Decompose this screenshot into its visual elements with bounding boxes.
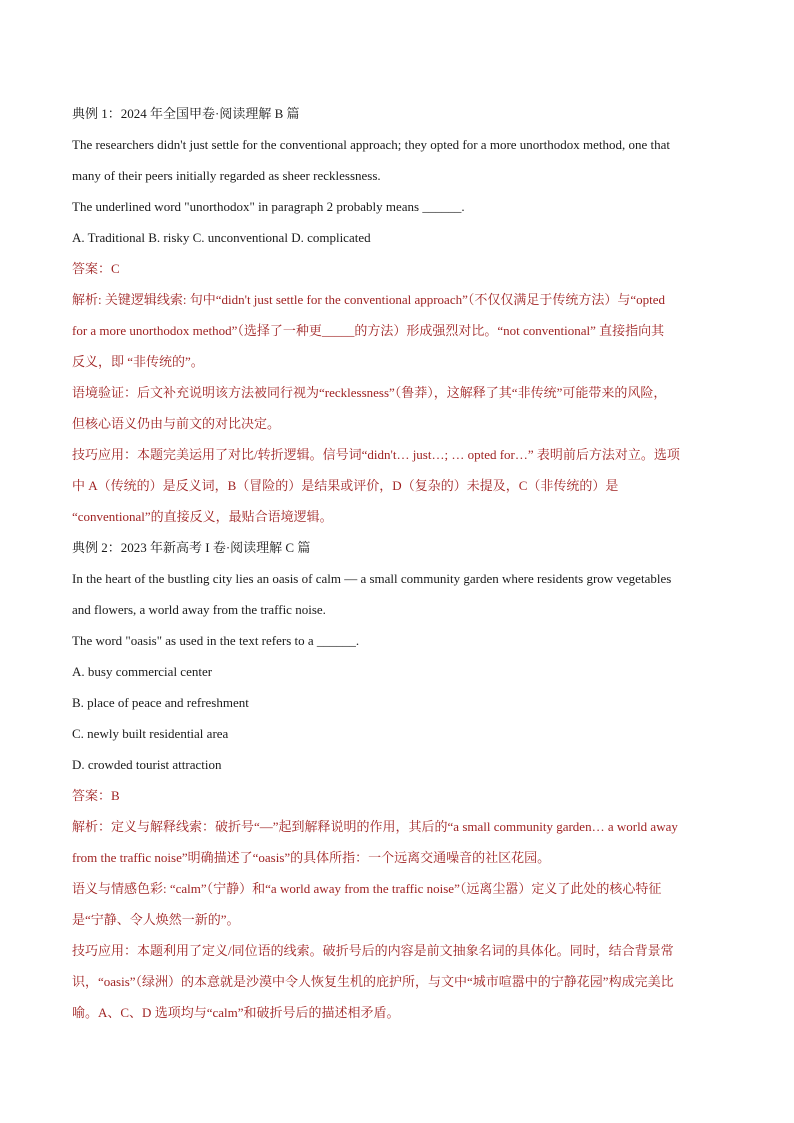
example-2-option-b: B. place of peace and refreshment [72,695,249,710]
example-1-analysis-line-1: 解析: 关键逻辑线索: 句中“didn't just settle for the conventional approach”（不仅仅满足于传统方法）与“opted [72,292,666,307]
document-content [72,98,724,1028]
example-2-emotion-line-1: 语义与情感色彩: “calm”（宁静）和“a world away from the traffic noise”（远离尘嚣）定义了此处的核心特征 [72,881,662,896]
example-1-answer: 答案：C [72,261,120,276]
example-2-answer: 答案：B [72,788,120,803]
example-1-context-line-2: 但核心语义仍由与前文的对比决定。 [72,416,281,431]
example-2-title: 典例 2：2023 年新高考 I 卷·阅读理解 C 篇 [72,540,311,555]
example-1-analysis-line-2: for a more unorthodox method”（选择了一种更_____的方法）形成强烈对比。“not conventional” 直接指向其 [72,323,665,338]
example-2-analysis-line-1: 解析：定义与解释线索：破折号“—”起到解释说明的作用，其后的“a small community garden… a world away [72,819,678,834]
example-2-passage-line-2: and flowers, a world away from the traffic noise. [72,602,326,617]
example-2-skill-line-1: 技巧应用：本题利用了定义/同位语的线索。破折号后的内容是前文抽象名词的具体化。同时，结合背景常 [72,943,674,958]
example-1-analysis-line-3: 反义，即 “非传统的”。 [72,354,204,369]
example-1-question: The underlined word "unorthodox" in paragraph 2 probably means ______. [72,199,465,214]
example-2-option-d: D. crowded tourist attraction [72,757,222,772]
example-1-skill-line-1: 技巧应用：本题完美运用了对比/转折逻辑。信号词“didn't… just…; … opted for…” 表明前后方法对立。选项 [72,447,680,462]
example-2-question: The word "oasis" as used in the text refers to a ______. [72,633,360,648]
example-2-option-a: A. busy commercial center [72,664,213,679]
example-1-skill-line-2: 中 A（传统的）是反义词，B（冒险的）是结果或评价，D（复杂的）未提及，C（非传统的）是 [72,478,619,493]
example-2-skill-line-2: 识，“oasis”（绿洲）的本意就是沙漠中令人恢复生机的庇护所，与文中“城市喧嚣中的宁静花园”构成完美比 [72,974,674,989]
example-1-context-line-1: 语境验证：后文补充说明该方法被同行视为“recklessness”（鲁莽），这解释了其“非传统”可能带来的风险， [72,385,667,400]
example-1-title: 典例 1：2024 年全国甲卷·阅读理解 B 篇 [72,106,300,121]
example-1-passage-line-2: many of their peers initially regarded as sheer recklessness. [72,168,381,183]
example-2-analysis-line-2: from the traffic noise”明确描述了“oasis”的具体所指：一个远离交通噪音的社区花园。 [72,850,551,865]
example-2-skill-line-3: 喻。A、C、D 选项均与“calm”和破折号后的描述相矛盾。 [72,1005,400,1020]
example-1-passage-line-1: The researchers didn't just settle for the conventional approach; they opted for a more unorthodox method, one that [72,137,670,152]
example-1-options: A. Traditional B. risky C. unconventional D. complicated [72,230,371,245]
example-2-option-c: C. newly built residential area [72,726,229,741]
example-2-passage-line-1: In the heart of the bustling city lies an oasis of calm — a small community garden where residents grow vegetables [72,571,672,586]
example-1-skill-line-3: “conventional”的直接反义，最贴合语境逻辑。 [72,509,333,524]
example-2-emotion-line-2: 是“宁静、令人焕然一新的”。 [72,912,240,927]
